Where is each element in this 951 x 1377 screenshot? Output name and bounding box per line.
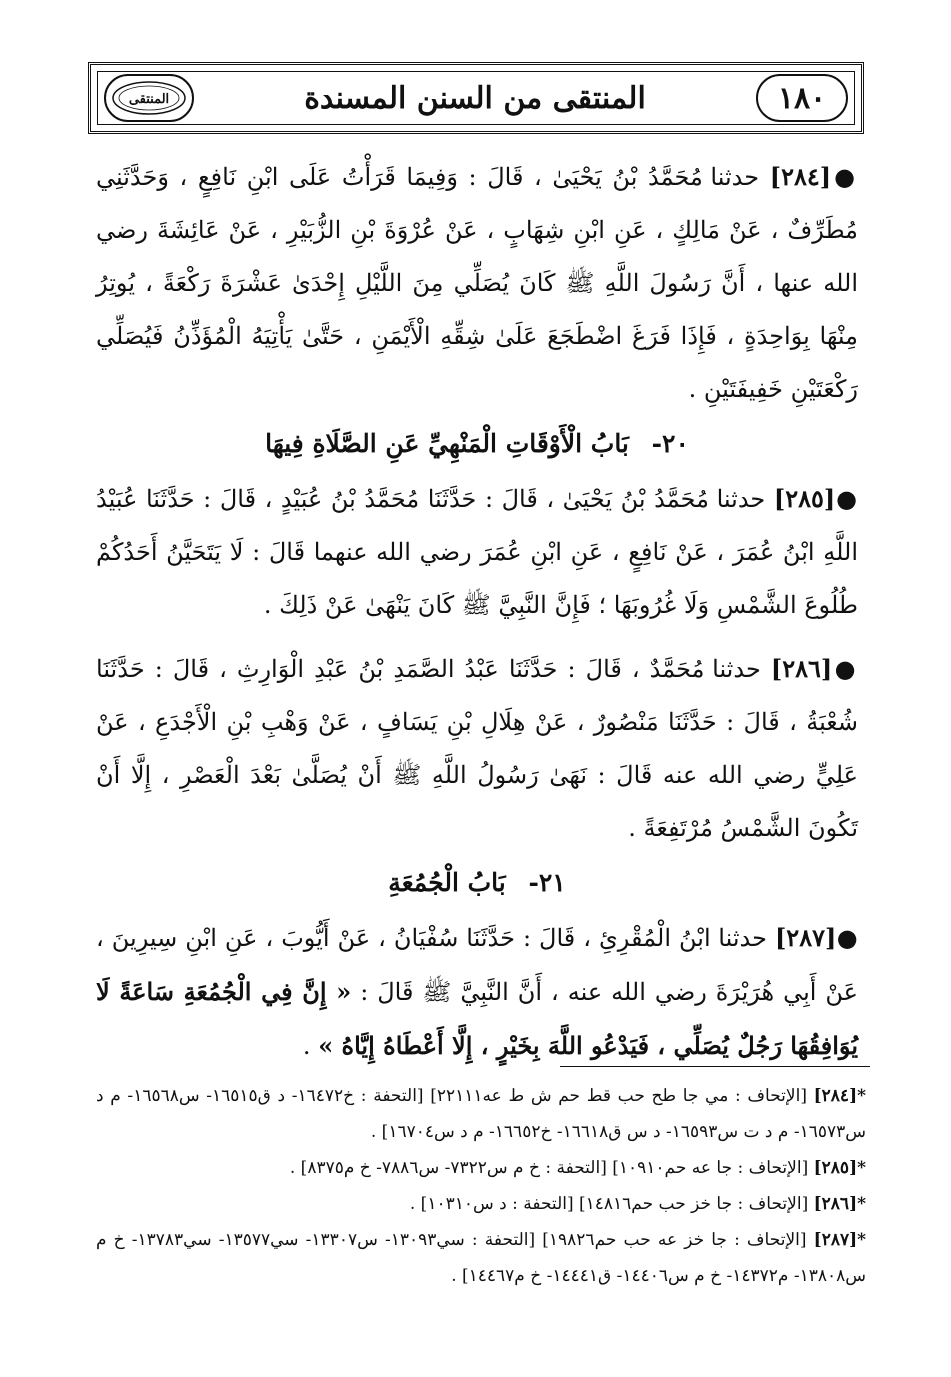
- footnote-marker: *[٢٨٤]: [813, 1086, 867, 1106]
- hadith-end: .: [302, 1032, 319, 1060]
- chapter-title: بَابُ الْأَوْقَاتِ الْمَنْهِيِّ عَنِ الصَّلَاةِ فِيهَا: [265, 429, 629, 458]
- footnote-text: [الإتحاف : جا خز عه حب حم١٩٨٢٦] [التحفة : سي١٣٠٩٣- س١٣٣٠٧- سي١٣٥٧٧- سي١٣٧٨٣- خ م س١٣٨٠٨- م١٤٣٧٢- خ م س١٤٤٠٦- ق١٤٤٤١- خ م١٤٤٦٧] .: [96, 1230, 866, 1286]
- hadith-287: [96, 911, 858, 1073]
- footnotes: [96, 1078, 866, 1294]
- hadith-number: ●[٢٨٤]: [769, 162, 859, 191]
- hadith-number: ●[٢٨٧]: [774, 923, 858, 952]
- publisher-logo: [104, 74, 194, 122]
- hadith-text: حدثنا مُحَمَّدُ بْنُ يَحْيَىٰ ، قَالَ : حَدَّثَنَا مُحَمَّدُ بْنُ عُبَيْدٍ ، قَالَ : حَدَّثَنَا عُبَيْدُ اللَّهِ ابْنُ عُمَرَ ، عَنْ نَافِعٍ ، عَنِ ابْنِ عُمَرَ رضي الله عنهما قَالَ : لَا يَتَحَيَّنُ أَحَدُكُمْ طُلُوعَ الشَّمْسِ وَلَا غُرُوبَهَا ؛ فَإِنَّ النَّبِيَّ ﷺ كَانَ يَنْهَىٰ عَنْ ذَلِكَ .: [96, 485, 858, 619]
- footnote-287: [96, 1222, 866, 1294]
- footnote-286: [96, 1186, 866, 1222]
- running-title: المنتقى من السنن المسندة: [304, 80, 646, 116]
- page-header: [88, 62, 864, 134]
- footnote-text: [الإتحاف : جا عه حم١٠٩١٠] [التحفة : خ م س٧٣٢٢- س٧٨٨٦- خ م٨٣٧٥] .: [289, 1158, 809, 1178]
- chapter-title: بَابُ الْجُمُعَةِ: [388, 868, 506, 897]
- main-text: [96, 150, 858, 1073]
- hadith-number: ●[٢٨٥]: [773, 484, 859, 513]
- footnote-marker: *[٢٨٧]: [813, 1230, 867, 1250]
- hadith-text: حدثنا مُحَمَّدٌ ، قَالَ : حَدَّثَنَا عَبْدُ الصَّمَدِ بْنُ عَبْدِ الْوَارِثِ ، قَالَ : حَدَّثَنَا شُعْبَةُ ، قَالَ : حَدَّثَنَا مَنْصُورٌ ، عَنْ هِلَالِ بْنِ يَسَافٍ ، عَنْ وَهْبِ بْنِ الْأَجْدَعِ ، عَنْ عَلِيٍّ رضي الله عنه قَالَ : نَهَىٰ رَسُولُ اللَّهِ ﷺ أَنْ يُصَلَّىٰ بَعْدَ الْعَصْرِ ، إِلَّا أَنْ تَكُونَ الشَّمْسُ مُرْتَفِعَةً .: [96, 655, 858, 842]
- chapter-number: ٢٠-: [651, 429, 689, 458]
- hadith-286: [96, 642, 858, 855]
- hadith-text: حدثنا ابْنُ الْمُقْرِئِ ، قَالَ : حَدَّثَنَا سُفْيَانُ ، عَنْ أَيُّوبَ ، عَنِ ابْنِ سِيرِينَ ، عَنْ أَبِي هُرَيْرَةَ رضي الله عنه ، أَنَّ النَّبِيَّ ﷺ قَالَ :: [96, 924, 858, 1006]
- footnote-text: [الإتحاف : مي جا طح حب قط حم ش ط عه٢٢١١١] [التحفة : خ١٦٤٧٢- د ق١٦٥١٥- س١٦٥٦٨- م د س١٦٥٧٣- م د ت س١٦٥٩٣- د س ق١٦٦١٨- خ١٦٦٥٢- م د س١٦٧٠٤] .: [96, 1086, 866, 1142]
- hadith-number: ●[٢٨٦]: [770, 654, 859, 683]
- hadith-285: [96, 472, 858, 632]
- footnote-separator: [560, 1066, 870, 1067]
- chapter-heading-21: [96, 855, 858, 911]
- footnote-285: [96, 1150, 866, 1186]
- hadith-284: [96, 150, 858, 416]
- header-frame: [97, 71, 855, 125]
- chapter-number: ٢١-: [528, 868, 566, 897]
- footnote-marker: *[٢٨٦]: [813, 1194, 866, 1214]
- chapter-heading-20: [96, 416, 858, 472]
- footnote-marker: *[٢٨٥]: [813, 1158, 866, 1178]
- prophetic-saying: « إِنَّ فِي الْجُمُعَةِ سَاعَةً لَا يُوَافِقُهَا رَجُلٌ يُصَلِّي ، فَيَدْعُو اللَّهَ بِخَيْرٍ ، إِلَّا أَعْطَاهُ إِيَّاهُ »: [96, 977, 858, 1060]
- footnote-text: [الإتحاف : جا خز حب حم١٤٨١٦] [التحفة : د س١٠٣١٠] .: [409, 1194, 809, 1214]
- logo-emblem-icon: [109, 78, 189, 118]
- page-number: ١٨٠: [756, 74, 848, 122]
- footnote-284: [96, 1078, 866, 1150]
- svg-text:المنتقى: المنتقى: [128, 92, 170, 107]
- hadith-text: حدثنا مُحَمَّدُ بْنُ يَحْيَىٰ ، قَالَ : وَفِيمَا قَرَأْتُ عَلَى ابْنِ نَافِعٍ ، وَحَدَّثَنِي مُطَرِّفٌ ، عَنْ مَالِكٍ ، عَنِ ابْنِ شِهَابٍ ، عَنْ عُرْوَةَ بْنِ الزُّبَيْرِ ، عَنْ عَائِشَةَ رضي الله عنها ، أَنَّ رَسُولَ اللَّهِ ﷺ كَانَ يُصَلِّي مِنَ اللَّيْلِ إِحْدَىٰ عَشْرَةَ رَكْعَةً ، يُوتِرُ مِنْهَا بِوَاحِدَةٍ ، فَإِذَا فَرَغَ اضْطَجَعَ عَلَىٰ شِقِّهِ الْأَيْمَنِ ، حَتَّىٰ يَأْتِيَهُ الْمُؤَذِّنُ فَيُصَلِّي رَكْعَتَيْنِ خَفِيفَتَيْنِ .: [96, 163, 858, 403]
